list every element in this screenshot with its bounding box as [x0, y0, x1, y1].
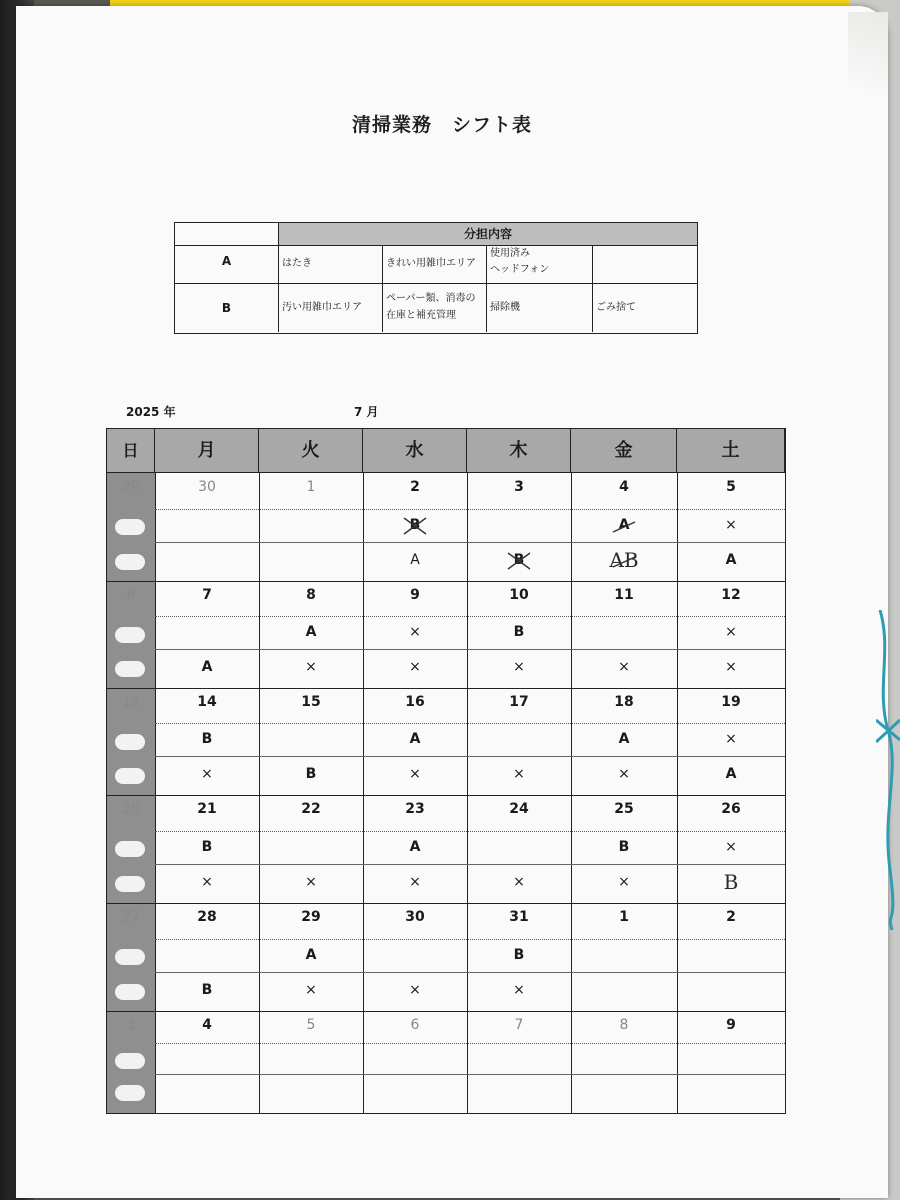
shift-mark: A [618, 731, 630, 748]
duty-a-task-1: はたき [278, 245, 382, 283]
date-number: 25 [614, 801, 634, 817]
shift-mark: B [201, 838, 213, 855]
duty-a-task-2: きれい用雑巾エリア [382, 245, 486, 283]
date-number: 2 [410, 479, 420, 495]
shift-mark: × [305, 874, 317, 891]
duty-b-task-2: ペーパー類、消毒の 在庫と補充管理 [382, 284, 486, 332]
slot-row-divider [155, 542, 785, 543]
duty-header-blank [175, 223, 278, 246]
slot-row-divider [155, 1074, 785, 1075]
date-number: 30 [405, 909, 425, 925]
date-number: 23 [405, 801, 425, 817]
date-row-divider [155, 939, 785, 940]
weekday-header-1: 月 [155, 429, 259, 473]
month-label: 7 月 [354, 405, 379, 419]
date-number: 3 [126, 1017, 136, 1033]
date-row-divider [155, 723, 785, 724]
strikethrough-mark [402, 516, 428, 536]
year-label: 2025 年 [126, 405, 176, 419]
duty-assignment-table [174, 222, 698, 334]
shift-mark: A [618, 516, 630, 533]
redacted-name [115, 661, 145, 677]
duty-a-task-4 [592, 245, 696, 283]
shift-mark: × [201, 766, 213, 783]
date-number: 6 [410, 1017, 420, 1033]
redacted-name [115, 1053, 145, 1069]
redacted-name [115, 627, 145, 643]
shift-mark: B [513, 552, 525, 569]
date-number: 21 [197, 801, 217, 817]
shift-mark: × [725, 731, 737, 748]
shift-mark: × [725, 516, 737, 533]
redacted-name [115, 949, 145, 965]
duty-label-a: A [221, 254, 232, 268]
weekday-header-0: 日 [107, 429, 155, 473]
duty-label-b: B [221, 301, 232, 315]
shift-mark: A [201, 659, 213, 676]
date-number: 11 [614, 587, 634, 603]
weekday-header-6: 土 [677, 429, 785, 473]
shift-mark: × [618, 766, 630, 783]
shift-mark: × [409, 659, 421, 676]
weekday-header-2: 火 [259, 429, 363, 473]
date-number: 4 [619, 479, 629, 495]
slot-row-divider [155, 864, 785, 865]
slot-row-divider [155, 972, 785, 973]
date-number: 27 [122, 909, 140, 925]
date-number: 14 [197, 694, 217, 710]
redacted-name [115, 554, 145, 570]
slot-row-divider [155, 756, 785, 757]
week-divider [107, 903, 785, 904]
date-number: 18 [614, 694, 634, 710]
shift-mark: × [618, 874, 630, 891]
shift-mark: B [201, 982, 213, 999]
redacted-name [115, 984, 145, 1000]
date-number: 15 [301, 694, 321, 710]
shift-mark: × [513, 659, 525, 676]
date-number: 24 [509, 801, 529, 817]
shift-mark: × [725, 624, 737, 641]
shift-mark: × [513, 982, 525, 999]
date-number: 31 [509, 909, 529, 925]
shift-mark: A [725, 766, 737, 783]
date-row-divider [155, 616, 785, 617]
week-divider [107, 581, 785, 582]
week-divider [107, 1011, 785, 1012]
duty-b-task-1: 汚い用雑巾エリア [278, 284, 382, 332]
shift-mark: A [409, 731, 421, 748]
date-number: 3 [514, 479, 524, 495]
shift-mark: × [305, 982, 317, 999]
date-number: 9 [726, 1017, 736, 1033]
week-divider [107, 795, 785, 796]
date-number: 28 [197, 909, 217, 925]
date-number: 16 [405, 694, 425, 710]
strikethrough-mark [506, 551, 532, 571]
date-number: 29 [301, 909, 321, 925]
date-number: 22 [301, 801, 321, 817]
shift-mark: B [305, 766, 317, 783]
date-number: 29 [122, 479, 140, 495]
shift-mark: B [513, 624, 525, 641]
weekday-header-3: 水 [363, 429, 467, 473]
date-number: 9 [410, 587, 420, 603]
shift-mark: × [725, 838, 737, 855]
shift-mark: × [409, 766, 421, 783]
redacted-name [115, 876, 145, 892]
date-number: 2 [726, 909, 736, 925]
date-number: 10 [509, 587, 529, 603]
slot-row-divider [155, 649, 785, 650]
weekday-header-4: 木 [467, 429, 571, 473]
shift-mark: B [409, 516, 421, 533]
weekday-header-5: 金 [571, 429, 677, 473]
shift-mark: × [201, 874, 213, 891]
strikethrough-mark [611, 516, 637, 536]
date-number: 6 [126, 587, 136, 603]
shift-mark: A [410, 552, 420, 569]
duty-b-task-4: ごみ捨て [592, 284, 696, 332]
date-row-divider [155, 831, 785, 832]
redacted-name [115, 1085, 145, 1101]
duty-a-task-3: 使用済み ヘッドフォン [486, 245, 592, 283]
duty-header: 分担内容 [278, 223, 697, 246]
strikethrough-mark [611, 551, 637, 571]
shift-mark: B [513, 946, 525, 963]
shift-mark: × [305, 659, 317, 676]
redacted-name [115, 519, 145, 535]
date-number: 20 [122, 801, 140, 817]
date-row-divider [155, 1043, 785, 1044]
shift-mark: A [305, 946, 317, 963]
date-number: 5 [306, 1017, 316, 1033]
shift-mark: × [513, 766, 525, 783]
shift-mark: AB [609, 548, 639, 573]
date-number: 8 [306, 587, 316, 603]
redacted-name [115, 768, 145, 784]
date-number: 17 [509, 694, 529, 710]
shift-mark: A [725, 552, 737, 569]
string-tie [876, 610, 900, 930]
shift-mark: × [409, 874, 421, 891]
date-number: 26 [721, 801, 741, 817]
week-divider [107, 688, 785, 689]
date-number: 4 [202, 1017, 212, 1033]
shift-mark: B [723, 870, 739, 895]
date-number: 8 [619, 1017, 629, 1033]
date-number: 30 [198, 479, 216, 495]
duty-b-task-3: 掃除機 [486, 284, 592, 332]
page-title: 清掃業務 シフト表 [351, 114, 532, 136]
shift-mark: × [513, 874, 525, 891]
shift-mark: × [409, 624, 421, 641]
shift-mark: × [409, 982, 421, 999]
date-number: 7 [514, 1017, 524, 1033]
shift-mark: A [305, 624, 317, 641]
date-number: 12 [721, 587, 741, 603]
shift-mark: B [618, 838, 630, 855]
shift-mark: × [618, 659, 630, 676]
date-row-divider [155, 509, 785, 510]
redacted-name [115, 841, 145, 857]
shift-calendar [106, 428, 786, 1114]
date-number: 7 [202, 587, 212, 603]
shift-mark: × [725, 659, 737, 676]
shift-mark: A [409, 838, 421, 855]
date-number: 1 [306, 479, 316, 495]
date-number: 13 [122, 694, 140, 710]
shift-mark: B [201, 731, 213, 748]
date-number: 19 [721, 694, 741, 710]
redacted-name [115, 734, 145, 750]
date-number: 5 [726, 479, 736, 495]
date-number: 1 [619, 909, 629, 925]
